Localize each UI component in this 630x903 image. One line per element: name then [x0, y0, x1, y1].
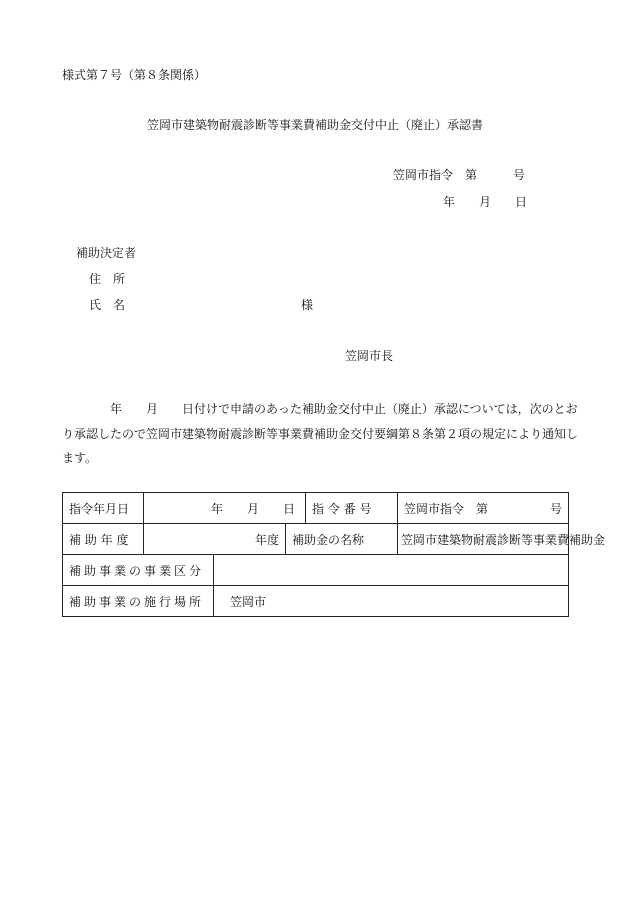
order-number-prefix: 笠岡市指令 第 [404, 501, 489, 516]
approval-info-table [62, 492, 606, 617]
project-location-value: 笠岡市 [214, 586, 569, 617]
notice-body: 年 月 日付けで申請のあった補助金交付中止（廃止）承認については，次のとおり承認したので笠岡市建築物耐震診断等事業費補助金交付要綱第８条第２項の規定により通知します。 [62, 402, 579, 465]
name-label: 氏 名 [89, 298, 126, 312]
table-row [63, 555, 569, 586]
order-number-suffix: 号 [550, 501, 563, 516]
order-number-label: 指 令 番 号 [306, 493, 398, 524]
order-number-value [398, 493, 569, 524]
issue-date: 年 月 日 [443, 195, 528, 209]
table-row [63, 586, 569, 617]
issuer-name: 笠岡市長 [345, 349, 394, 363]
order-date-value: 年 月 日 [144, 493, 306, 524]
subsidy-name-value: 笠岡市建築物耐震診断等事業費補助金 [398, 524, 569, 555]
order-date-label: 指令年月日 [63, 493, 144, 524]
project-location-label: 補助事業の施行場所 [63, 586, 214, 617]
table-row [63, 493, 569, 524]
recipient-heading: 補助決定者 [76, 246, 137, 260]
project-category-label: 補助事業の事業区分 [63, 555, 214, 586]
honorific: 様 [301, 298, 314, 312]
subsidy-name-label: 補助金の名称 [286, 524, 398, 555]
table-row [63, 524, 569, 555]
fiscal-year-label: 補 助 年 度 [63, 524, 144, 555]
document-title: 笠岡市建築物耐震診断等事業費補助金交付中止（廃止）承認書 [146, 118, 483, 132]
fiscal-year-value: 年度 [144, 524, 286, 555]
form-number-label: 様式第７号（第８条関係） [62, 68, 207, 82]
project-category-value [214, 555, 569, 586]
address-label: 住 所 [89, 272, 126, 286]
reference-number: 笠岡市指令 第 号 [393, 168, 526, 182]
